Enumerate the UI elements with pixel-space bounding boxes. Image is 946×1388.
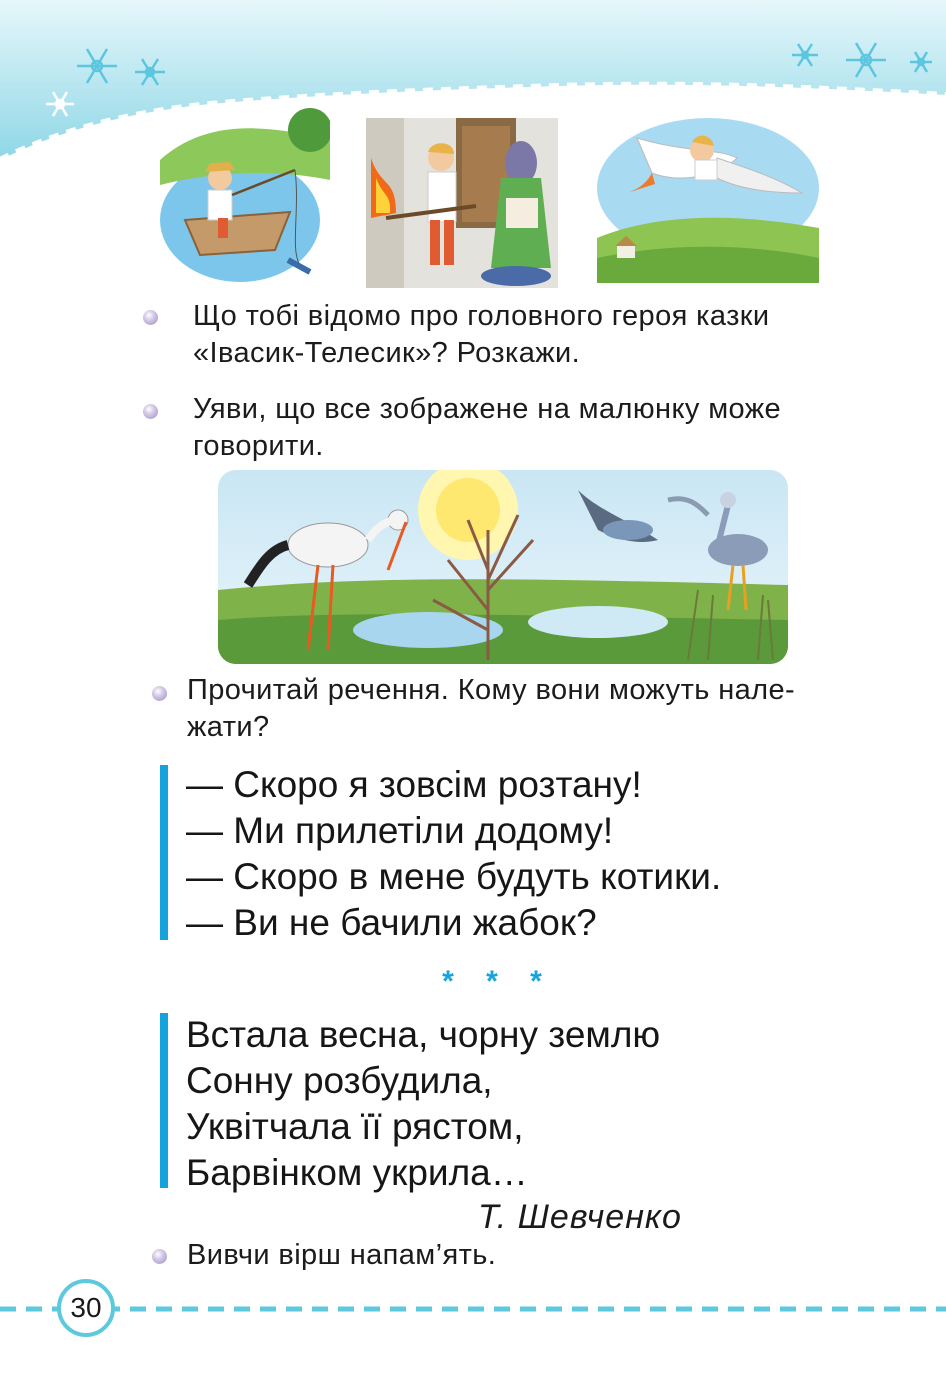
- boy-on-goose-illustration: [597, 118, 819, 283]
- sentence-line: — Скоро я зовсім розтану!: [186, 764, 642, 805]
- task-memorize: Вивчи вірш напам’ять.: [187, 1239, 497, 1271]
- question-line: жати?: [187, 711, 270, 743]
- footer-dashed-line: [0, 1304, 946, 1314]
- question-line: Що тобі відомо про головного героя казки: [193, 300, 770, 332]
- section-separator: * * *: [442, 965, 554, 998]
- poem-line: Уквітчала її рястом,: [186, 1106, 524, 1147]
- boy-fishing-illustration: [160, 100, 330, 285]
- question-line: говорити.: [193, 430, 324, 462]
- spring-scene-illustration: [218, 470, 788, 664]
- sentence-line: — Ви не бачили жабок?: [186, 902, 597, 943]
- poem-author: Т. Шевченко: [478, 1198, 682, 1236]
- sentences-accent-bar: [160, 765, 168, 940]
- question-imagine: [193, 391, 873, 465]
- poem-line: Сонну розбудила,: [186, 1060, 493, 1101]
- question-hero: [193, 298, 770, 372]
- bullet-icon: [143, 310, 158, 325]
- sentence-line: — Ми прилетіли додому!: [186, 810, 614, 851]
- poem-accent-bar: [160, 1013, 168, 1188]
- poem-line: Барвінком укрила…: [186, 1152, 528, 1193]
- bullet-icon: [152, 1249, 167, 1264]
- poem-line: Встала весна, чорну землю: [186, 1014, 661, 1055]
- question-read-sentences: [187, 672, 873, 746]
- bullet-icon: [152, 686, 167, 701]
- question-line: Уяви, що все зображене на малюнку може: [193, 393, 782, 425]
- question-line: Прочитай речення. Кому вони можуть нале-: [187, 674, 796, 706]
- question-line: «Івасик-Телесик»? Розкажи.: [193, 337, 581, 369]
- sentence-line: — Скоро в мене будуть котики.: [186, 856, 722, 897]
- page-number: 30: [57, 1279, 115, 1337]
- boy-witch-oven-illustration: [366, 118, 558, 288]
- bullet-icon: [143, 404, 158, 419]
